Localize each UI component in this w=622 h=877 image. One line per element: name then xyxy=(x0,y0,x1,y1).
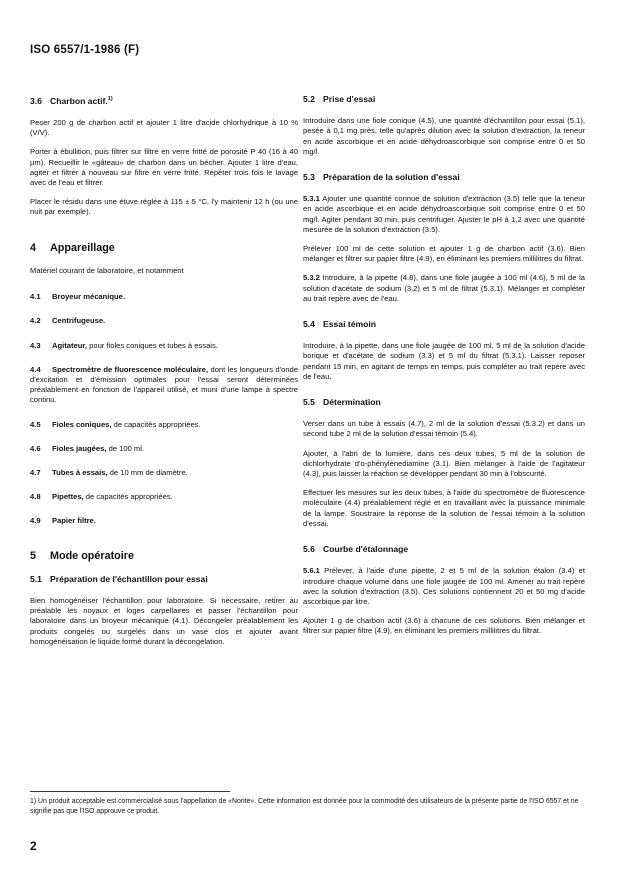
item-number: 4.8 xyxy=(30,492,41,502)
chapter-title: Mode opératoire xyxy=(50,549,134,562)
item-text: dont les longueurs d'onde d'excitation et d'émission optimales pour l'essai seront déterminées préalablement en fonction de l'appareil utilisé, et muni d'une lampe à spectre continu. xyxy=(30,364,298,405)
section-number: 3.6 xyxy=(30,95,42,106)
item-number: 4.5 xyxy=(30,419,41,429)
list-item-4-4 xyxy=(30,365,298,406)
list-item-4-3 xyxy=(30,341,298,351)
footnote-ref: 1) xyxy=(107,96,113,102)
subsection-number: 5.6.1 xyxy=(303,566,320,576)
subsection-5-6-1 xyxy=(303,566,585,607)
section-title: Essai témoin xyxy=(323,319,377,330)
subsection-5-3-2 xyxy=(303,273,585,304)
section-5-4-heading xyxy=(303,319,585,329)
section-5-5-heading xyxy=(303,397,585,407)
left-column xyxy=(30,94,298,656)
chapter-5-heading xyxy=(30,551,298,561)
item-number: 4.7 xyxy=(30,467,41,477)
paragraph: Ajouter 1 g de charbon actif (3.6) à chacune de ces solutions. Bien mélanger et filtrer sur papier filtre (4.9), en éliminant les premiers millilitres du filtrat. xyxy=(303,616,585,636)
section-5-6-heading xyxy=(303,544,585,554)
item-number: 4.3 xyxy=(30,340,41,350)
list-item-4-6 xyxy=(30,444,298,454)
item-text: de 100 ml. xyxy=(106,443,145,453)
section-3-6-heading xyxy=(30,94,298,106)
item-text: de capacités appropriées. xyxy=(111,419,201,429)
list-item-4-9 xyxy=(30,516,298,526)
footnote: 1) Un produit acceptable est commercialisé sous l'appellation de «Norite». Cette information est donnée pour la commodité des utilisateurs de la présente partie de l'ISO 6557 et ne signifie pas que l'ISO approuve ce produit. xyxy=(30,798,579,815)
document-header: ISO 6557/1-1986 (F) xyxy=(30,44,140,56)
list-item-4-1 xyxy=(30,292,298,302)
paragraph: Introduire, à la pipette, dans une fiole jaugée de 100 ml, 5 ml de la solution d'acide borique et d'acétate de sodium (3.3) et 5 ml du filtrat (5.3.1). Laisser reposer pendant 15 min, en agitant de temps en temps, puis compléter au trait repère avec de l'eau. xyxy=(303,341,585,381)
item-number: 4.1 xyxy=(30,292,41,302)
paragraph: Introduire dans une fiole conique (4.5), une quantité d'échantillon pour essai (5.1), pesée à 0,1 mg près, telle qu'après dilution avec la solution d'extraction, la teneur en acide ascorbique et en acide déhydroascorbique soit comprise entre 0 et 50 mg/l. xyxy=(303,116,585,156)
item-number: 4.2 xyxy=(30,316,41,326)
item-text: pour fioles coniques et tubes à essais. xyxy=(87,340,218,350)
item-term: Broyeur mécanique. xyxy=(52,292,126,302)
section-5-1-heading xyxy=(30,574,298,584)
section-number: 5.5 xyxy=(303,397,315,408)
item-term: Agitateur, xyxy=(52,340,88,350)
paragraph: Peser 200 g de charbon actif et ajouter 1 litre d'acide chlorhydrique à 10 % (V/V). xyxy=(30,118,298,138)
paragraph: Effectuer les mesures sur les deux tubes, à l'aide du spectromètre de fluorescence moléculaire (4.4) préalablement réglé et en travaillant avec la puissance minimale de la lampe. Soustraire la réponse de la solution de l'essai témoin à la solution d'essai. xyxy=(303,488,585,528)
paragraph: Prélever 100 ml de cette solution et ajouter 1 g de charbon actif (3.6). Bien mélanger et filtrer sur papier filtre (4.9), en éliminant les premiers millilitres du filtrat. xyxy=(303,244,585,264)
list-item-4-8 xyxy=(30,492,298,502)
section-5-3-heading xyxy=(303,172,585,182)
section-5-2-heading xyxy=(303,94,585,104)
subsection-text: Prélever, à l'aide d'une pipette, 2 et 5 ml de la solution étalon (3.4) et introduire chaque volume dans une fiole jaugée de 100 ml. Amener au trait repère avec la solution d'extraction (3.5). Ces solutions contiennent 20 et 50 mg d'acide ascorbique par litre. xyxy=(303,566,585,606)
section-title: Charbon actif. xyxy=(50,95,108,106)
item-number: 4.9 xyxy=(30,516,41,526)
list-item-4-5 xyxy=(30,420,298,430)
paragraph: Placer le résidu dans une étuve réglée à 115 ± 5 °C, l'y maintenir 12 h (ou une nuit par exemple). xyxy=(30,197,298,217)
footnote-divider xyxy=(30,791,230,792)
item-term: Spectromètre de fluorescence moléculaire, xyxy=(52,364,209,374)
paragraph: Matériel courant de laboratoire, et notamment xyxy=(30,265,184,275)
section-number: 5.6 xyxy=(303,544,315,555)
chapter-title: Appareillage xyxy=(50,241,115,254)
item-number: 4.6 xyxy=(30,443,41,453)
list-item-4-2 xyxy=(30,316,298,326)
item-term: Papier filtre. xyxy=(52,516,96,526)
section-number: 5.1 xyxy=(30,573,42,584)
chapter-4-heading xyxy=(30,243,298,253)
subsection-5-3-1 xyxy=(303,194,585,235)
section-number: 5.2 xyxy=(303,94,315,104)
list-item-4-7 xyxy=(30,468,298,478)
right-column xyxy=(303,94,585,646)
section-title: Prise d'essai xyxy=(323,94,376,104)
subsection-number: 5.3.1 xyxy=(303,194,320,204)
section-number: 5.4 xyxy=(303,319,315,330)
item-term: Tubes à essais, xyxy=(52,467,108,477)
section-title: Préparation de la solution d'essai xyxy=(323,172,460,183)
paragraph: Verser dans un tube à essais (4.7), 2 ml de la solution d'essai (5.3.2) et dans un second tube 2 ml de la solution d'essai témoin (5.4). xyxy=(303,419,585,439)
paragraph: Bien homogénéiser l'échantillon pour laboratoire. Si nécessaire, retirer au préalable les noyaux et loges carpellaires et passer l'échantillon pour laboratoire dans un broyeur mécanique (4.1). Décongeler préalablement les produits congelés ou surgelés dans un vase clos et ajouter avant homogénéisation le liquide formé durant la décongélation. xyxy=(30,595,298,646)
section-title: Préparation de l'échantillon pour essai xyxy=(50,573,208,584)
item-term: Fioles coniques, xyxy=(52,419,112,429)
chapter-number: 4 xyxy=(30,241,37,254)
chapter-number: 5 xyxy=(30,549,37,562)
item-term: Pipettes, xyxy=(52,492,84,502)
section-title: Courbe d'étalonnage xyxy=(323,544,409,555)
subsection-text: Ajouter une quantité connue de solution d'extraction (3.5) telle que la teneur en acide ascorbique et en acide déhydroascorbique soit comprise entre 0 et 50 mg/l. Agiter pendant 30 min, puis centrifuger. Ajuster le pH à 1,2 avec une quantité mesurée de la solution d'extraction (3.5). xyxy=(303,194,585,234)
subsection-number: 5.3.2 xyxy=(303,273,320,283)
page-number: 2 xyxy=(30,839,37,853)
item-text: de capacités appropriées. xyxy=(83,492,173,502)
paragraph: Ajouter, à l'abri de la lumière, dans ces deux tubes, 5 ml de la solution de dichlorhydrate d'o-phénylènediamine (3.1). Bien mélanger à l'aide de l'agitateur (4.3), puis laisser la réaction se développer pendant 30 min à l'obscurité. xyxy=(303,448,585,479)
paragraph: Porter à ébullition, puis filtrer sur filtre en verre fritté de porosité P 40 (16 à 40 µm). Recueillir le «gâteau» de charbon dans un bécher. Ajouter 1 litre d'eau, agiter et filtrer à nouveau sur filtre en verre fritté. Répéter trois fois le lavage avec de l'eau et filtrer. xyxy=(30,147,298,188)
item-number: 4.4 xyxy=(30,364,41,374)
subsection-text: Introduire, à la pipette (4.8), dans une fiole jaugée à 100 ml (4.6), 5 ml de la solution d'acétate de sodium (3.2) et 5 ml de filtrat (5.3.1). Mélanger et compléter au trait repère avec de l'eau. xyxy=(303,273,585,303)
item-term: Centrifugeuse. xyxy=(52,316,106,326)
section-title: Détermination xyxy=(323,397,381,408)
item-text: de 10 mm de diamètre. xyxy=(107,467,188,477)
item-term: Fioles jaugées, xyxy=(52,443,107,453)
section-number: 5.3 xyxy=(303,172,315,183)
